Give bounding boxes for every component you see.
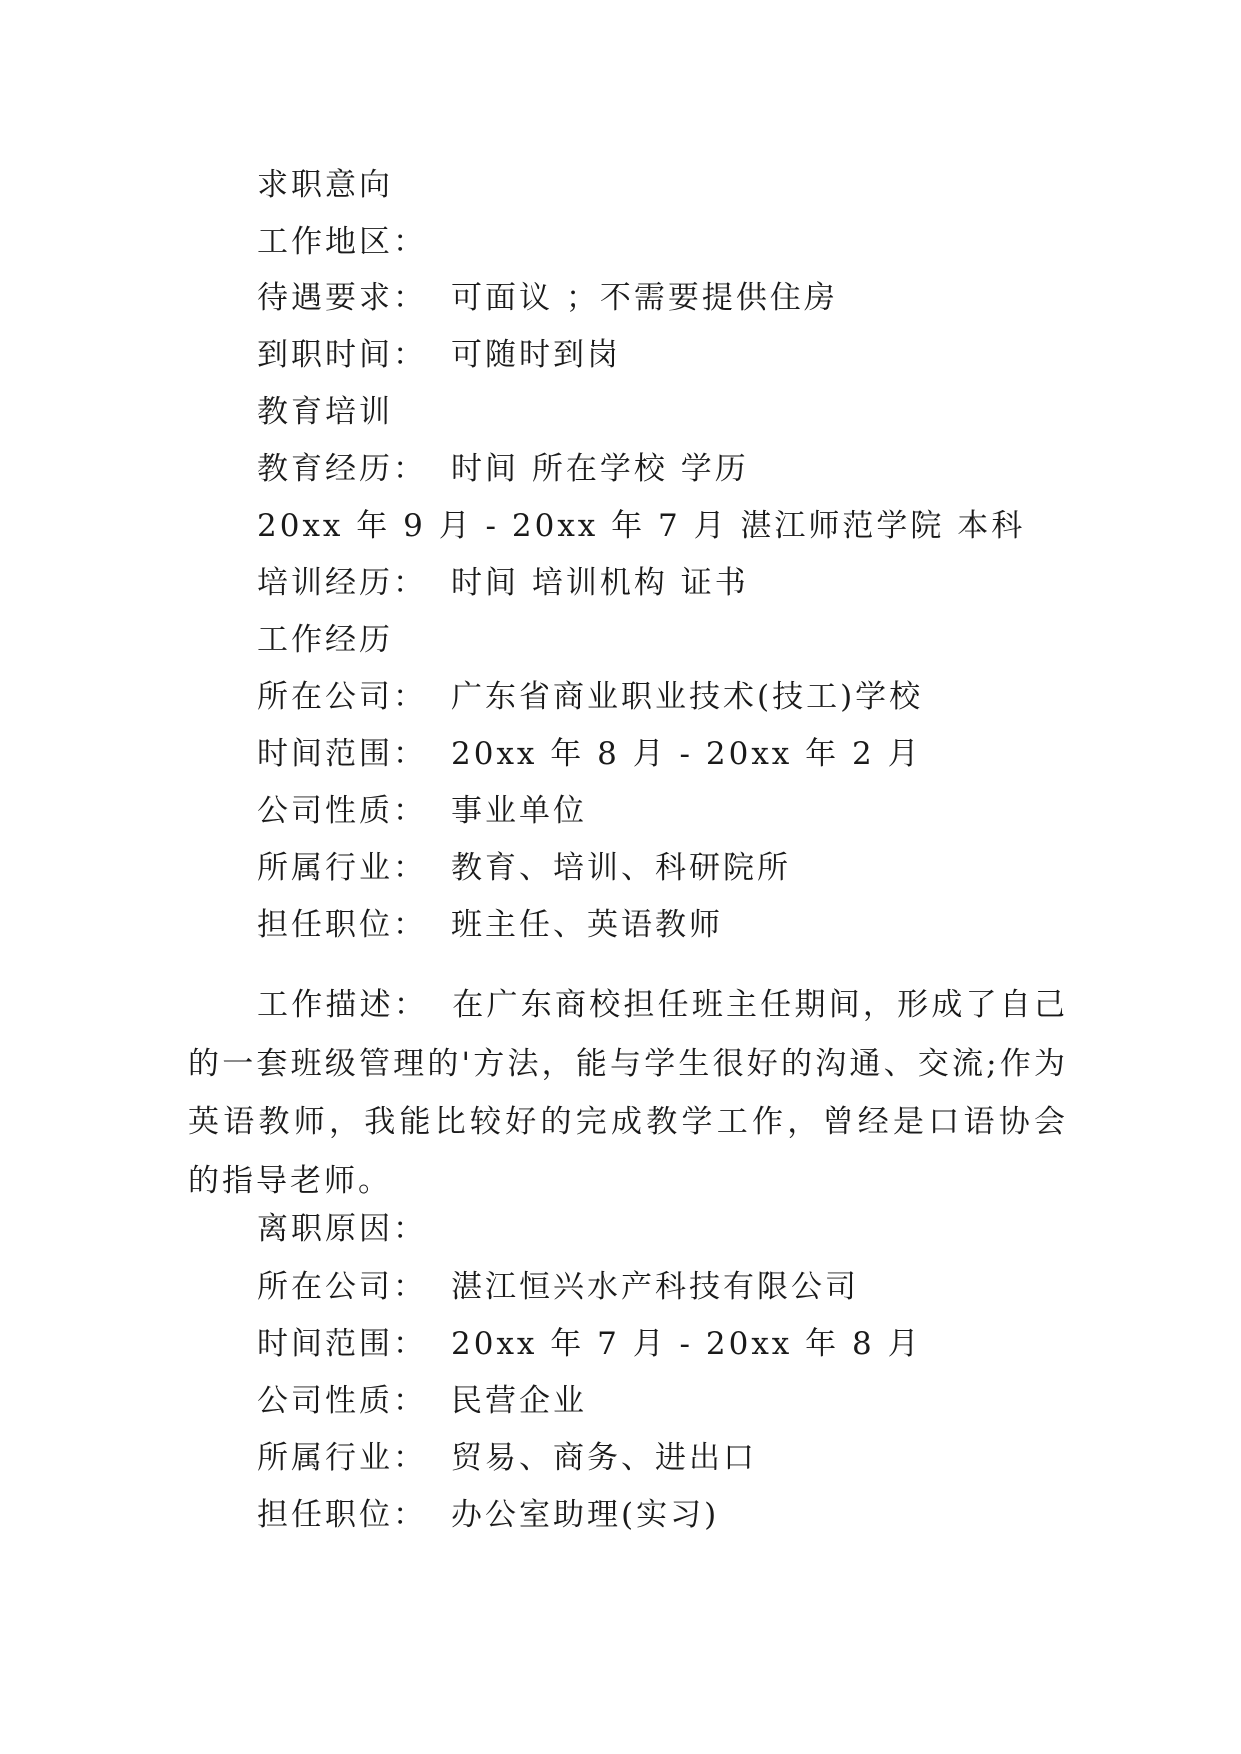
nature-label: 公司性质：: [257, 1383, 427, 1419]
job2-position-row: [257, 1493, 719, 1537]
work-heading: [257, 618, 393, 662]
job1-industry-row: [257, 846, 791, 890]
start-time-value: 可随时到岗: [451, 337, 621, 373]
leave-reason-label: 离职原因：: [257, 1211, 427, 1247]
position-label: 担任职位：: [257, 1497, 427, 1533]
job1-description-paragraph: [188, 976, 1068, 1210]
training-history-header: 时间 培训机构 证书: [451, 565, 749, 601]
training-history-row: [257, 561, 749, 605]
salary-label: 待遇要求：: [257, 280, 427, 316]
description-value: 在广东商校担任班主任期间，形成了自己的一套班级管理的'方法，能与学生很好的沟通、交流;作为英语教师，我能比较好的完成教学工作，曾经是口语协会的指导老师。: [188, 987, 1069, 1199]
work-area-label: 工作地区：: [257, 224, 427, 260]
education-heading: [257, 390, 393, 434]
salary-value: 可面议 ；不需要提供住房: [451, 280, 838, 316]
section-heading: 求职意向: [257, 167, 393, 203]
job1-nature-row: [257, 789, 587, 833]
nature-value: 民营企业: [451, 1383, 587, 1419]
period-label: 时间范围：: [257, 736, 427, 772]
job1-period-row: [257, 732, 922, 776]
salary-row: [257, 276, 838, 320]
training-history-label: 培训经历：: [257, 565, 427, 601]
job2-company-row: [257, 1265, 859, 1309]
company-label: 所在公司：: [257, 1269, 427, 1305]
company-value: 湛江恒兴水产科技有限公司: [451, 1269, 859, 1305]
position-value: 班主任、英语教师: [451, 907, 723, 943]
section-heading: 工作经历: [257, 622, 393, 658]
nature-value: 事业单位: [451, 793, 587, 829]
education-history-header: 时间 所在学校 学历: [451, 451, 749, 487]
position-label: 担任职位：: [257, 907, 427, 943]
job2-industry-row: [257, 1436, 757, 1480]
work-area-row: [257, 220, 427, 264]
industry-label: 所属行业：: [257, 1440, 427, 1476]
job1-position-row: [257, 903, 723, 947]
job2-nature-row: [257, 1379, 587, 1423]
industry-value: 教育、培训、科研院所: [451, 850, 791, 886]
company-label: 所在公司：: [257, 679, 427, 715]
start-time-label: 到职时间：: [257, 337, 427, 373]
period-value: 20xx 年 7 月 - 20xx 年 8 月: [451, 1326, 922, 1362]
job2-period-row: [257, 1322, 922, 1366]
education-history-label: 教育经历：: [257, 451, 427, 487]
company-value: 广东省商业职业技术(技工)学校: [451, 679, 924, 715]
job1-leave-reason-row: [257, 1207, 427, 1251]
education-entry: 20xx 年 9 月 - 20xx 年 7 月 湛江师范学院 本科: [257, 508, 1026, 544]
industry-label: 所属行业：: [257, 850, 427, 886]
education-history-row: [257, 447, 749, 491]
section-heading: 教育培训: [257, 394, 393, 430]
position-value: 办公室助理(实习): [451, 1497, 720, 1533]
period-label: 时间范围：: [257, 1326, 427, 1362]
job1-company-row: [257, 675, 923, 719]
industry-value: 贸易、商务、进出口: [451, 1440, 757, 1476]
start-time-row: [257, 333, 621, 377]
nature-label: 公司性质：: [257, 793, 427, 829]
job-intention-heading: [257, 163, 393, 207]
period-value: 20xx 年 8 月 - 20xx 年 2 月: [451, 736, 922, 772]
description-label: 工作描述：: [257, 987, 429, 1023]
education-entry-row: [257, 504, 1025, 548]
